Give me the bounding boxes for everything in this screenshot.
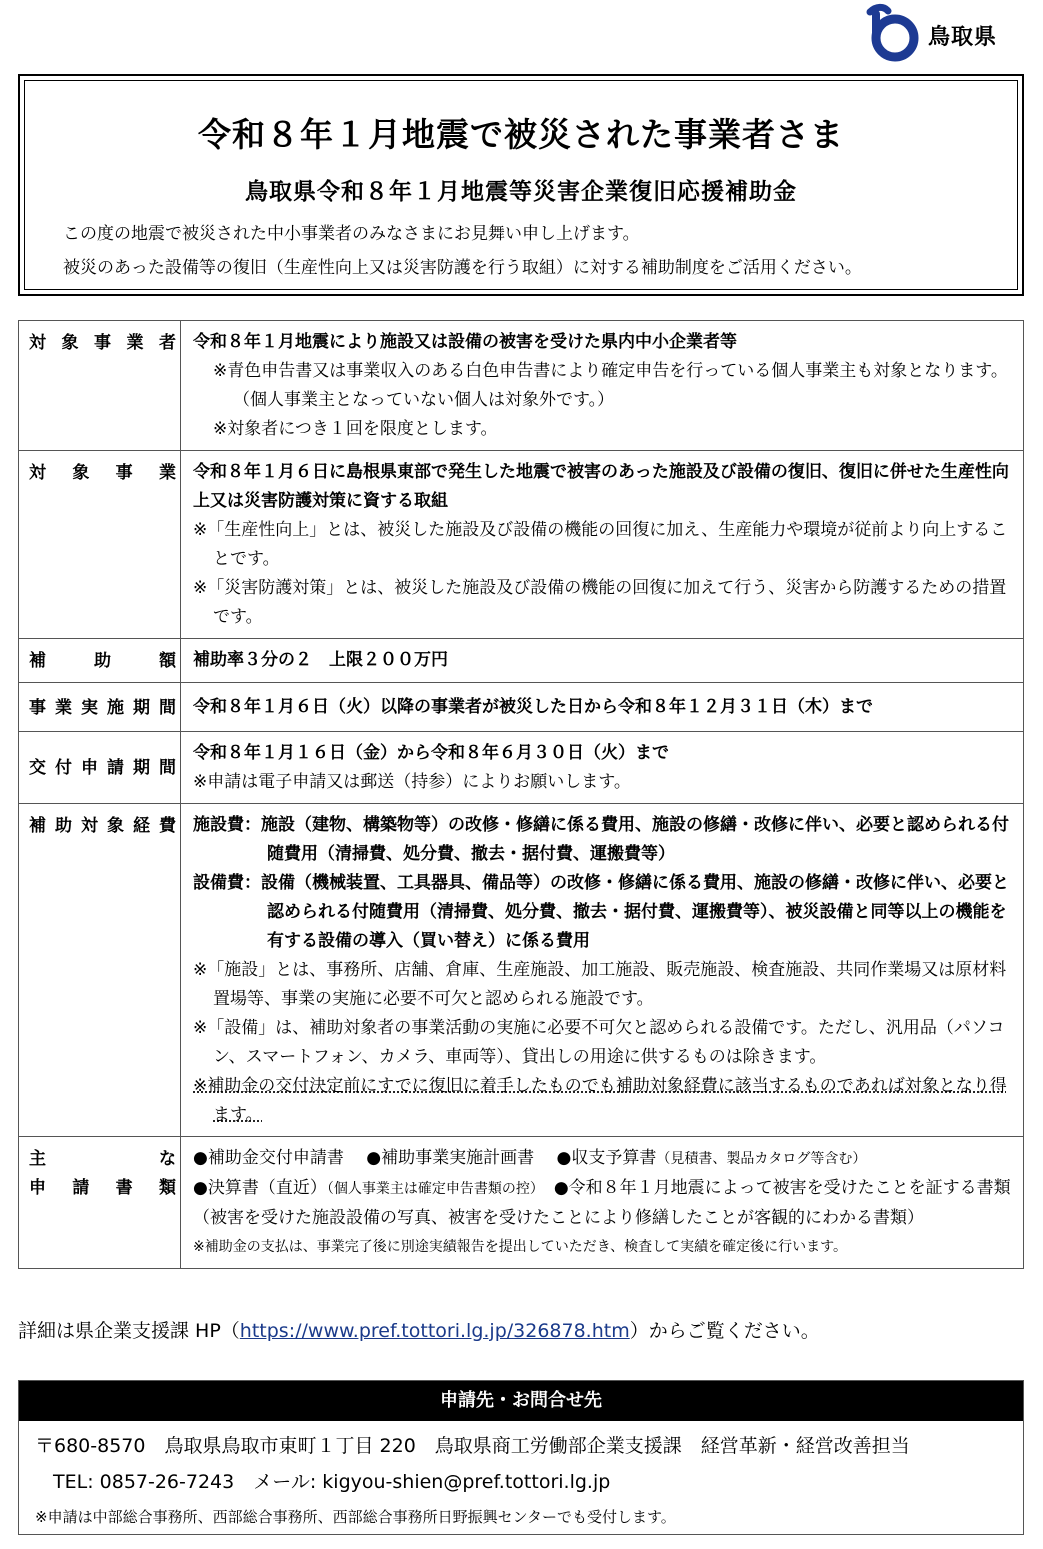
project-main: 令和８年１月６日に島根県東部で発生した地震で被害のあった施設及び設備の復旧、復旧に併せた生産性向上又は災害防護対策に資する取組 (193, 462, 1009, 511)
doc-item: ●令和８年１月地震によって被害を受けたことを証する書類（被害を受けた施設設備の写真、被害を受けたことにより修繕したことが客観的にわかる書類） (193, 1178, 1011, 1228)
doc-item-note: （見積書、製品カタログ等含む） (656, 1151, 867, 1167)
contact-address: 〒680-8570 鳥取県鳥取市東町１丁目 220 鳥取県商工労働部企業支援課 経営革新・経営改善担当 (35, 1435, 910, 1457)
target-note1: ※青色申告書又は事業収入のある白色申告書により確定申告を行っている個人事業主も対象となります。（個人事業主となっていない個人は対象外です。） (213, 361, 1008, 410)
project-note1: ※「生産性向上」とは、被災した施設及び設備の機能の回復に加え、生産能力や環境が従前より向上することです。 (193, 520, 1008, 569)
apply-main: 令和８年１月１６日（金）から令和８年６月３０日（火）まで (193, 743, 669, 763)
apply-note: ※申請は電子申請又は郵送（持参）によりお願いします。 (193, 772, 631, 792)
period-main: 令和８年１月６日（火）以降の事業者が被災した日から令和８年１２月３１日（木）まで (193, 697, 873, 717)
row-label (19, 1137, 181, 1269)
table-row-period (19, 683, 1024, 732)
subsidy-details-table (18, 320, 1024, 1269)
doc-item: ●収支予算書 (556, 1148, 657, 1168)
project-note2: ※「災害防護対策」とは、被災した施設及び設備の機能の回復に加えて行う、災害から防護するための措置です。 (193, 578, 1007, 627)
detail-url-link[interactable]: https://www.pref.tottori.lg.jp/326878.htm (239, 1320, 630, 1342)
table-row-docs (19, 1137, 1024, 1269)
docs-label-line2: 申請書類 (29, 1178, 176, 1198)
expense-note3: ※補助金の交付決定前にすでに復旧に着手したものでも補助対象経費に該当するものであれば対象となり得ます。 (193, 1076, 1007, 1125)
detail-prefix: 詳細は県企業支援課 HP（ (18, 1320, 240, 1342)
row-label: 補助額 (19, 639, 181, 683)
contact-heading: 申請先・お問合せ先 (19, 1381, 1023, 1421)
row-label: 補助対象経費 (19, 804, 181, 1137)
target-note2: ※対象者につき１回を限度とします。 (213, 419, 498, 439)
doc-item-note: （個人事業主は確定申告書類の控） (326, 1181, 537, 1197)
amount-main: 補助率３分の２ 上限２００万円 (193, 650, 448, 670)
prefecture-logo (862, 2, 1032, 62)
table-row-expense (19, 804, 1024, 1137)
target-main: 令和８年１月地震により施設又は設備の被害を受けた県内中小企業者等 (193, 332, 737, 352)
docs-line1 (193, 1144, 1013, 1174)
doc-item: ●決算書（直近） (193, 1178, 327, 1198)
logo-text: 鳥取県 (928, 25, 998, 50)
expense-equipment: 設備費：設備（機械装置、工具器具、備品等）の改修・修繕に係る費用、施設の修繕・改修に伴い、必要と認められる付随費用（清掃費、処分費、撤去・据付費、運搬費等）、被災設備と同等以上の機能を有する設備の導入（買い替え）に係る費用 (193, 873, 1009, 951)
docs-line2 (193, 1174, 1013, 1233)
table-row-apply (19, 732, 1024, 804)
table-row-project (19, 451, 1024, 639)
contact-box (18, 1380, 1024, 1535)
detail-link-line (18, 1316, 820, 1343)
table-row-target (19, 321, 1024, 451)
page-title: 令和８年１月地震で被災された事業者さま (198, 115, 844, 154)
docs-note: ※補助金の支払は、事業完了後に別途実績報告を提出していただき、検査して実績を確定後に行います。 (193, 1239, 848, 1255)
subsidy-name: 鳥取県令和８年１月地震等災害企業復旧応援補助金 (245, 179, 797, 205)
expense-facility: 施設費：施設（建物、構築物等）の改修・修繕に係る費用、施設の修繕・改修に伴い、必要と認められる付随費用（清掃費、処分費、撤去・据付費、運搬費等） (193, 815, 1009, 864)
doc-item: ●補助金交付申請書 (193, 1148, 344, 1168)
sympathy-message: この度の地震で被災された中小事業者のみなさまにお見舞い申し上げます。 (63, 224, 640, 244)
expense-note2: ※「設備」は、補助対象者の事業活動の実施に必要不可欠と認められる設備です。ただし、汎用品（パソコン、スマートフォン、カメラ、車両等）、貸出しの用途に供するものは除きます。 (193, 1018, 1005, 1067)
table-row-amount (19, 639, 1024, 683)
contact-note: ※申請は中部総合事務所、西部総合事務所、西部総合事務所日野振興センターでも受付します。 (35, 1508, 676, 1526)
intro-message: 被災のあった設備等の復旧（生産性向上又は災害防護を行う取組）に対する補助制度をご活用ください。 (63, 258, 862, 278)
expense-note1: ※「施設」とは、事務所、店舗、倉庫、生産施設、加工施設、販売施設、検査施設、共同作業場又は原材料置場等、事業の実施に必要不可欠と認められる施設です。 (193, 960, 1007, 1009)
contact-phone-email: TEL: 0857-26-7243 メール: kigyou-shien@pref.tottori.lg.jp (53, 1471, 611, 1493)
row-label: 事業実施期間 (19, 683, 181, 732)
detail-suffix: ）からご覧ください。 (629, 1320, 820, 1342)
row-label: 交付申請期間 (19, 732, 181, 804)
tottori-prefecture-emblem-icon (862, 2, 924, 64)
row-label: 対象事業者 (19, 321, 181, 451)
header-box (18, 74, 1024, 296)
docs-label-line1: 主な (29, 1149, 176, 1169)
doc-item: ●補助事業実施計画書 (366, 1148, 535, 1168)
row-label: 対象事業 (19, 451, 181, 639)
